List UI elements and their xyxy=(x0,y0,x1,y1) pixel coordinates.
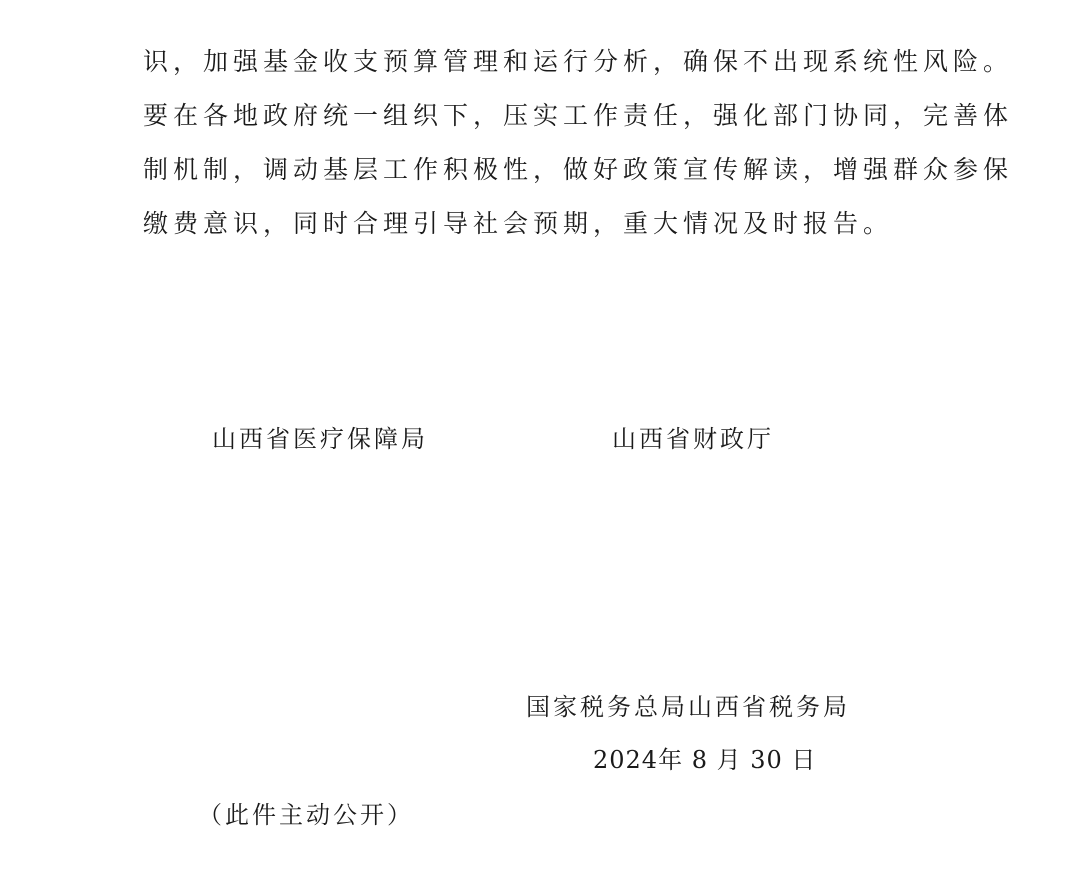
body-text-line-2: 要在各地政府统一组织下，压实工作责任，强化部门协同，完善体 xyxy=(143,101,1014,130)
body-text-line-1: 识，加强基金收支预算管理和运行分析，确保不出现系统性风险。 xyxy=(143,47,1014,76)
disclosure-note: （此件主动公开） xyxy=(198,801,414,829)
signature-tax-bureau: 国家税务总局山西省税务局 xyxy=(526,693,850,721)
signature-medical-security-bureau: 山西省医疗保障局 xyxy=(212,425,428,453)
body-text-line-4: 缴费意识，同时合理引导社会预期，重大情况及时报告。 xyxy=(143,209,894,238)
document-date: 2024年 8 月 30 日 xyxy=(593,746,817,774)
signature-finance-department: 山西省财政厅 xyxy=(612,425,774,453)
body-text-line-3: 制机制，调动基层工作积极性，做好政策宣传解读，增强群众参保 xyxy=(143,155,1014,184)
